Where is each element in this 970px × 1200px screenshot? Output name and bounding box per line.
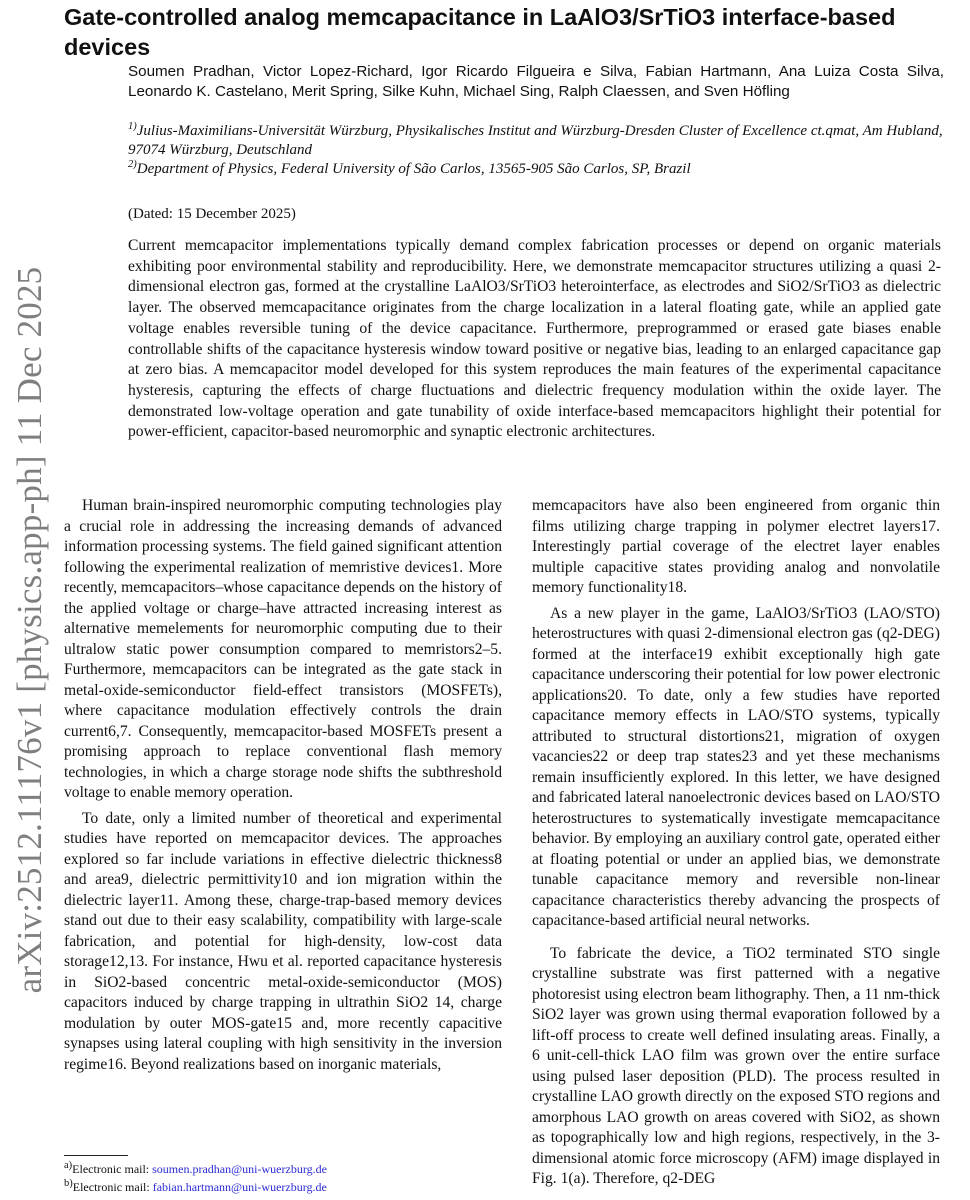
left-paragraph-1: Human brain-inspired neuromorphic computing technologies play a crucial role in addressing the increasing demands of advanced information processing systems. The field gained significant attention following the experimental realization of memristive devices1. More recently, memcapacitors–whose capacitance depends on the history of the applied voltage or charge–have attracted increasing interest as alternative memelements for neuromorphic computing due to their ultralow static power consumption compared to memristors2–5. Furthermore, memcapacitors can be integrated as the gate stack in metal-oxide-semiconductor field-effect transistors (MOSFETs), where capacitance modulation effectively controls the drain current6,7. Consequently, memcapacitor-based MOSFETs present a promising approach to replace conventional flash memory technologies, in which a charge storage node shifts the subthreshold voltage to enable memory operation. (64, 497, 502, 801)
affiliation-1: $^{1)}$Julius-Maximilians-Universität Würzburg, Physikalisches Institut and Würzburg-Dresden Cluster of Excellence ct.qmat, Am Hubland, 97074 Würzburg, Deutschland (128, 121, 943, 158)
footnote-b (64, 1179, 504, 1195)
dated-line: (Dated: 15 December 2025) (128, 206, 296, 222)
email-link-pradhan[interactable]: soumen.pradhan@uni-wuerzburg.de (152, 1162, 327, 1176)
affiliation-1-text: Julius-Maximilians-Universität Würzburg, Physikalisches Institut and Würzburg-Dresden Cluster of Excellence ct.qmat, Am Hubland, 97074 Würzburg, Deutschland (128, 123, 943, 158)
right-paragraph-1: memcapacitors have also been engineered from organic thin films utilizing charge trapping in polymer electret layers17. Interestingly partial coverage of the electret layer enables multiple capacitive states providing analog and nonvolatile memory functionality18. (532, 497, 940, 596)
footnote-a (64, 1161, 504, 1177)
left-column (64, 496, 502, 1075)
abstract: Current memcapacitor implementations typically demand complex fabrication processes or depend on organic materials exhibiting poor environmental stability and reproducibility. Here, we demonstrate memcapacitor structures utilizing a quasi 2-dimensional electron gas, formed at the crystalline LaAlO3/SrTiO3 heterointerface, as electrodes and SiO2/SrTiO3 as dielectric layer. The observed memcapacitance originates from the charge localization in a lateral floating gate, while an applied gate voltage enables reversible tuning of the device capacitance. Furthermore, preprogrammed or erased gate biases enable controllable shifts of the capacitance hysteresis window toward positive or negative bias, leading to an enlarged capacitance gap at zero bias. A memcapacitor model developed for this system reproduces the main features of the experimental capacitance hysteresis, capturing the effects of charge fluctuations and dielectric frequency modulation within the oxide layer. The demonstrated low-voltage operation and gate tunability of oxide interface-based memcapacitors highlight their potential for power-efficient, capacitor-based neuromorphic and synaptic electronic architectures. (128, 237, 941, 441)
footnote-b-label: Electronic mail: (72, 1180, 153, 1194)
footnote-a-label: Electronic mail: (72, 1162, 153, 1176)
right-paragraph-3: To fabricate the device, a TiO2 terminated STO single crystalline substrate was first patterned with a negative photoresist using electron beam lithography. Then, a 11 nm-thick SiO2 layer was grown using thermal evaporation followed by a lift-off process to create well defined insulating areas. Finally, a 6 unit-cell-thick LAO film was grown over the entire surface using pulsed laser deposition (PLD). The process resulted in crystalline LAO growth directly on the exposed STO regions and amorphous LAO growth on areas covered with SiO2, as shown as topographically low and high regions, respectively, in the 3-dimensional atomic force microscopy (AFM) image displayed in Fig. 1(a). Therefore, q2-DEG (532, 944, 940, 1187)
arxiv-stamp: arXiv:2512.11176v1 [physics.app-ph] 11 Dec 2025 (10, 266, 49, 994)
footnote-b-mark: b) (64, 1178, 73, 1189)
affiliation-2-text: Department of Physics, Federal University of São Carlos, 13565-905 São Carlos, SP, Brazil (136, 161, 691, 177)
affiliation-2: $^{2)}$Department of Physics, Federal University of São Carlos, 13565-905 São Carlos, SP, Brazil (128, 159, 691, 177)
right-column (532, 496, 940, 1190)
left-paragraph-2: To date, only a limited number of theoretical and experimental studies have reported on memcapacitor devices. The approaches explored so far include variations in effective dielectric thickness8 and area9, dielectric permittivity10 and ion migration within the dielectric layer11. Among these, charge-trap-based memory devices stand out due to their easy scalability, compatibility with large-scale fabrication, and potential for high-density, low-cost data storage12,13. For instance, Hwu et al. reported capacitance hysteresis in SiO2-based concentric metal-oxide-semiconductor (MOS) capacitors induced by charge trapping in ultrathin SiO2 14, charge modulation by outer MOS-gate15 and, more recently capacitive synapses using lateral coupling with high sensitivity in the inversion regime16. Beyond realizations based on inorganic materials, (64, 809, 502, 1073)
paper-title: Gate-controlled analog memcapacitance in LaAlO3/SrTiO3 interface-based devices (64, 4, 896, 60)
email-link-hartmann[interactable]: fabian.hartmann@uni-wuerzburg.de (152, 1180, 327, 1194)
author-list: Soumen Pradhan, Victor Lopez-Richard, Igor Ricardo Filgueira e Silva, Fabian Hartmann, Ana Luiza Costa Silva, Leonardo K. Castelano, Merit Spring, Silke Kuhn, Michael Sing, Ralph Claessen, and Sven Höfling (128, 63, 944, 100)
right-paragraph-2: As a new player in the game, LaAlO3/SrTiO3 (LAO/STO) heterostructures with quasi 2-dimensional electron gas (q2-DEG) formed at the interface19 exhibit exceptionally high gate capacitance underscoring their potential for low power electronic applications20. To date, only a few studies have reported capacitance memory effects in LAO/STO systems, typically attributed to structural distortions21, migration of oxygen vacancies22 or deep trap states23 and yet these mechanisms remain insufficiently explored. In this letter, we have designed and fabricated lateral nanoelectronic devices based on LAO/STO heterostructures to systematically investigate memcapacitance behavior. By employing an auxiliary control gate, operated either at floating potential or under an applied bias, we demonstrate tunable capacitance memory and reversible non-linear capacitance characteristics thereby advancing the prospects of capacitance-based artificial neural networks. (532, 604, 940, 929)
footnote-a-mark: a) (64, 1160, 73, 1171)
footnote-rule (64, 1155, 128, 1156)
